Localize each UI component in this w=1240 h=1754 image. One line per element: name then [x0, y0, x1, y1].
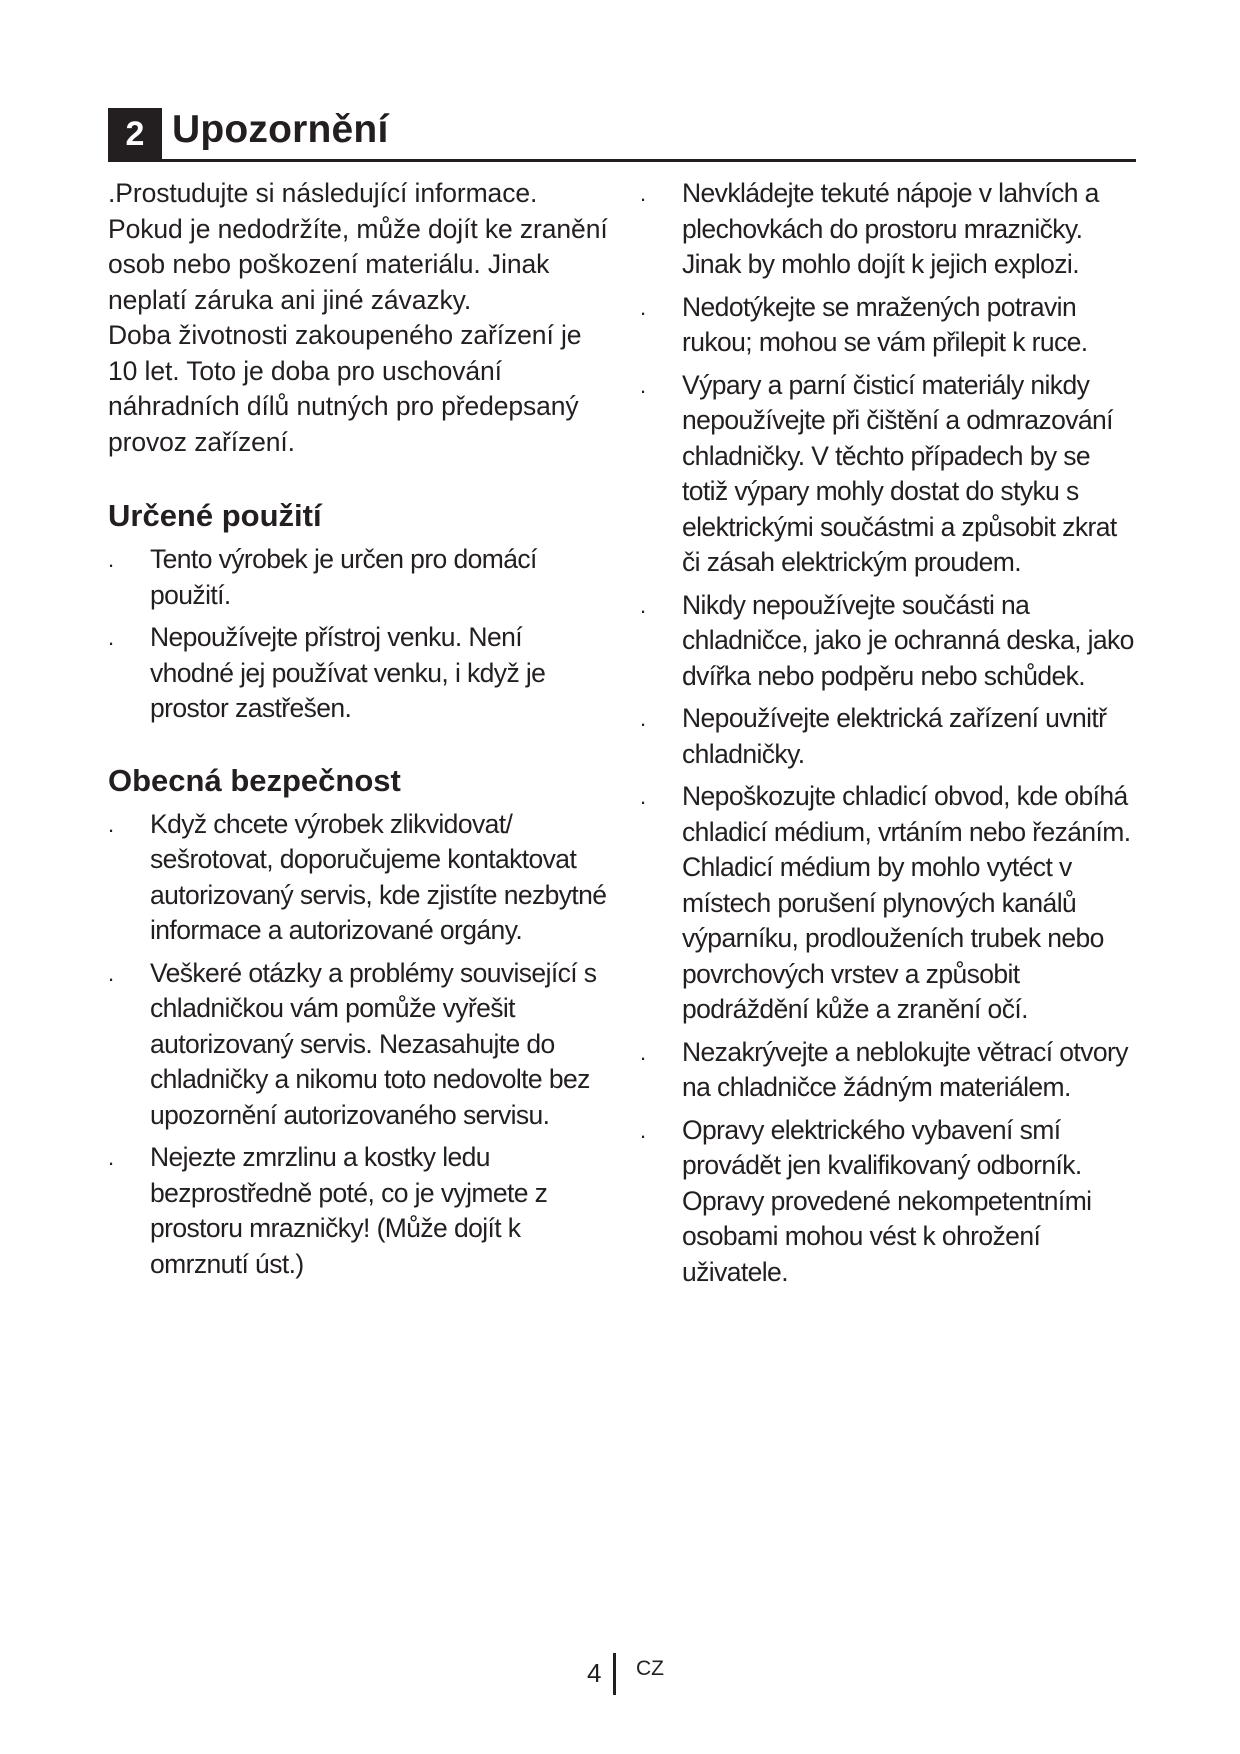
bullet-icon: . [640, 1039, 646, 1065]
bullet-icon: . [108, 625, 114, 650]
list-item-text: Nevkládejte tekuté nápoje v lahvích a plechovkách do prostoru mrazničky. Jinak by mohlo dojít k jejich explozi. [682, 178, 1099, 279]
footer-divider [613, 1653, 616, 1695]
list-item [640, 1113, 1140, 1291]
general-safety-heading: Obecná bezpečnost [108, 762, 401, 798]
bullet-icon: . [640, 706, 646, 731]
list-item [108, 620, 608, 727]
list-item [108, 807, 608, 949]
safety-list-continued [640, 176, 1140, 1290]
list-item [108, 956, 608, 1134]
list-item-text: Nepoužívejte elektrická zařízení uvnitř chladničky. [682, 703, 1107, 769]
list-item-text: Nejezte zmrzlinu a kostky ledu bezprostředně poté, co je vyjmete z prostoru mrazničky! (Může dojít k omrznutí úst.) [150, 1142, 548, 1279]
list-item [108, 1140, 608, 1282]
left-column [108, 176, 608, 1289]
bullet-icon: . [640, 784, 646, 809]
bullet-icon: . [108, 960, 114, 986]
list-item-text: Tento výrobek je určen pro domácí použití. [150, 544, 537, 610]
bullet-icon: . [640, 372, 646, 398]
intended-use-list [108, 542, 608, 727]
bullet-icon: . [640, 1117, 646, 1143]
list-item-text: Veškeré otázky a problémy související s chladničkou vám pomůže vyřešit autorizovaný servis. Nezasahujte do chladničky a nikomu toto nedovolte bez upozornění autorizovaného servisu. [150, 957, 597, 1130]
bullet-icon: . [640, 181, 646, 206]
intended-use-heading: Určené použití [108, 498, 322, 533]
list-item [108, 542, 608, 613]
list-item-text: Nepoškozujte chladicí obvod, kde obíhá chladicí médium, vrtáním nebo řezáním. Chladicí médium by mohlo vytéct v místech porušení plynových kanálů výparníku, prodlouženích trubek nebo povrchových vrstev a způsobit podráždění kůže a zranění očí. [682, 781, 1131, 1024]
list-item [640, 588, 1140, 695]
list-item-text: Nepoužívejte přístroj venku. Není vhodné jej používat venku, i když je prostor zastřešen. [150, 622, 546, 723]
list-item [640, 779, 1140, 1028]
list-item [640, 290, 1140, 361]
intro-paragraph-1: .Prostudujte si následující informace. Pokud je nedodržíte, může dojít ke zranění osob nebo poškození materiálu. Jinak neplatí záruka ani jiné závazky. [108, 178, 608, 315]
list-item-text: Nedotýkejte se mražených potravin rukou; mohou se vám přilepit k ruce. [682, 291, 1088, 357]
list-item-text: Výpary a parní čisticí materiály nikdy nepoužívejte při čištění a odmrazování chladničky. V těchto případech by se totiž výpary mohly dostat do styku s elektrickými součástmi a způsobit zkrat či zásah elektrickým proudem. [682, 369, 1117, 577]
header-rule [108, 159, 1136, 162]
list-item-text: Když chcete výrobek zlikvidovat/ sešrotovat, doporučujeme kontaktovat autorizovaný servis, kde zjistíte nezbytné informace a autorizované orgány. [150, 808, 607, 945]
list-item [640, 176, 1140, 283]
bullet-icon: . [640, 294, 646, 320]
right-column [640, 176, 1140, 1297]
list-item-text: Nikdy nepoužívejte součásti na chladničce, jako je ochranná deska, jako dvířka nebo podpěru nebo schůdek. [682, 589, 1134, 691]
list-item-text: Opravy elektrického vybavení smí provádět jen kvalifikovaný odborník. Opravy provedené nekompetentními osobami mohou vést k ohrožení uživatele. [682, 1114, 1092, 1287]
page-number: 4 [587, 1658, 602, 1688]
intro-paragraph-2: Doba životnosti zakoupeného zařízení je 10 let. Toto je doba pro uschování náhradních dílů nutných pro předepsaný provoz zařízení. [108, 320, 582, 457]
chapter-title: Upozornění [172, 108, 389, 151]
bullet-icon: . [108, 547, 114, 572]
chapter-header [108, 101, 1136, 161]
bullet-icon: . [108, 811, 114, 837]
language-code: CZ [636, 1657, 664, 1680]
general-safety-list [108, 807, 608, 1283]
bullet-icon: . [640, 592, 646, 618]
list-item-text: Nezakrývejte a neblokujte větrací otvory na chladničce žádným materiálem. [682, 1036, 1128, 1102]
bullet-icon: . [108, 1145, 114, 1170]
list-item [640, 701, 1140, 772]
list-item [640, 368, 1140, 581]
chapter-number: 2 [108, 108, 162, 160]
list-item [640, 1035, 1140, 1106]
